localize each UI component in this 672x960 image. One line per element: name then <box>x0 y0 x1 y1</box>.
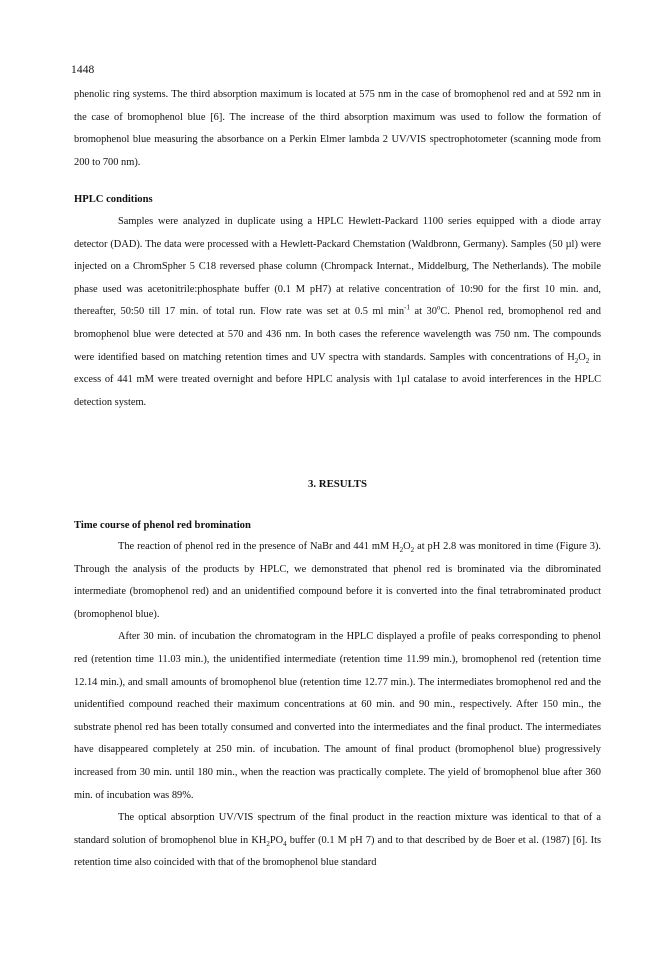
hplc-heading: HPLC conditions <box>74 194 153 205</box>
page-number: 1448 <box>71 64 95 76</box>
intro-paragraph: phenolic ring systems. The third absorption maximum is located at 575 nm in the case of bromophenol red and at 592 nm in the case of bromophenol blue [6]. The increase of the third absorption maximum was used to follow the formation of bromophenol blue measuring the absorbance on a Perkin Elmer lambda 2 UV/VIS spectrophotometer (scanning mode from 200 to 700 nm). <box>74 89 601 168</box>
results-section <box>74 536 601 875</box>
time-course-heading: Time course of phenol red bromination <box>74 520 251 531</box>
intro-section <box>74 84 601 174</box>
results-paragraph-1: The reaction of phenol red in the presence of NaBr and 441 mM $H_2O_2$ at pH 2.8 was monitored in time (Figure 3). Through the analysis of the products by HPLC, we demonstrated that phenol red is brominated via the dibrominated intermediate (bromophenol red) and an unidentified compound before it is converted into the final tetrabrominated product (bromophenol blue). <box>74 541 601 620</box>
results-heading: 3. RESULTS <box>307 478 367 490</box>
hplc-paragraph: Samples were analyzed in duplicate using a HPLC Hewlett-Packard 1100 series equipped with a diode array detector (DAD). The data were processed with a Hewlett-Packard Chemstation (Waldbronn, Germany). Samples (50 µl) were injected on a ChromSpher 5 C18 reversed phase column (Chrompack Internat., Middelburg, The Netherlands). The mobile phase used was acetonitrile:phosphate buffer (0.1 M pH7) at relative concentration of 10:90 for the first 10 min. and, thereafter, 50:50 till 17 min. of total run. Flow rate was set at 0.5 ml $\min^{-1}$ at 30$^o$C. Phenol red, bromophenol red and bromophenol blue were detected at 570 and 436 nm. In both cases the reference wavelength was 750 nm. The compounds were identified based on matching retention times and UV spectra with standards. Samples with concentrations of $H_2O_2$ in excess of 441 mM were treated overnight and before HPLC analysis with 1µl catalase to avoid interferences in the HPLC detection system. <box>74 216 601 408</box>
results-paragraph-3: The optical absorption UV/VIS spectrum of the final product in the reaction mixture was identical to that of a standard solution of bromophenol blue in $KH_2PO_4$ buffer (0.1 M pH 7) and to that described by de Boer et al. (1987) [6]. Its retention time also coincided with that of the bromophenol blue standard <box>74 812 601 869</box>
results-paragraph-2: After 30 min. of incubation the chromatogram in the HPLC displayed a profile of peaks corresponding to phenol red (retention time 11.03 min.), the unidentified intermediate (retention time 11.99 min.), bromophenol red (retention time 12.14 min.), and small amounts of bromophenol blue (retention time 12.77 min.). The intermediates bromophenol red and the unidentified compound reached their maximum concentrations at 60 min. and 90 min., respectively. After 150 min., the substrate phenol red has been totally consumed and converted into the intermediates and the final product. The intermediates have disappeared completely at 250 min. of incubation. The amount of final product (bromophenol blue) progressively increased from 30 min. until 180 min., when the reaction was practically complete. The yield of bromophenol blue after 360 min. of incubation was 89%. <box>74 631 601 801</box>
hplc-section <box>74 211 601 414</box>
